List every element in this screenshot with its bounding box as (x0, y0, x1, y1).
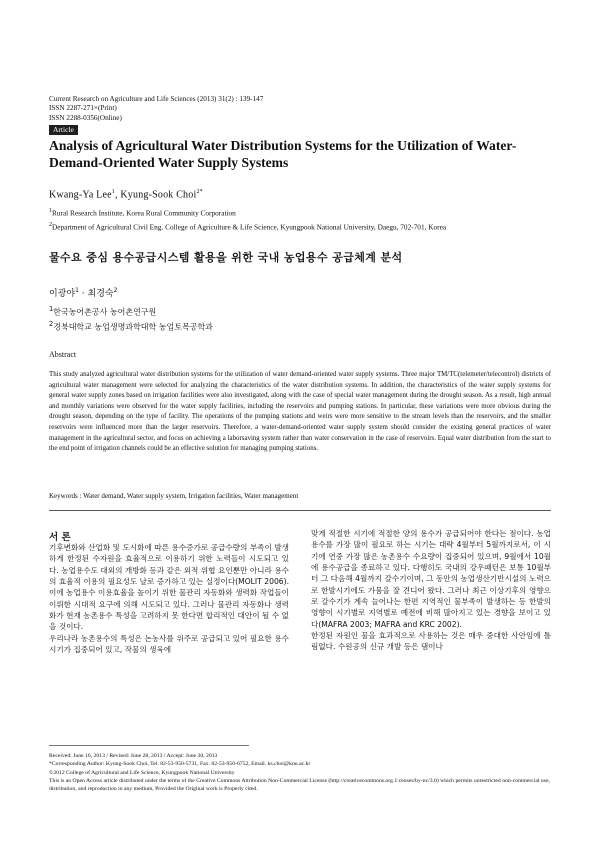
body-paragraph: 한정된 자원인 물을 효과적으로 사용하는 것은 매우 중대한 사안임에 틀림없다. 수원공의 신규 개발 등은 댐이나 (311, 631, 551, 652)
korean-affiliation-2 (49, 320, 213, 333)
affiliation-1 (49, 207, 569, 217)
keywords (49, 492, 551, 500)
received-dates: Received: June 16, 2013 / Revised: June 28, 2013 / Accept: June 30, 2013 (49, 753, 218, 759)
body-paragraph: 맞게 적절한 시기에 적절한 양의 용수가 공급되어야 한다는 점이다. 농업용수를 가장 많이 필요로 하는 시기는 대략 4월부터 5월까지로서, 이 시기에 연중 가장 많은 농촌용수 수요량이 집중되어 있으며, 9월에서 10월에 용수공급을 종료하고 있다. 다행히도 국내의 강우패턴은 보통 10월부터 그 다음해 4월까지 갈수기이며, 그 동안의 농업생산기반시설의 노력으로 한발시기에도 가뭄을 잘 견디어 왔다. 그러나 최근 이상기후의 영향으로 갈수기가 계속 늘어나는 한편 지역적인 물부족이 발생하는 등 한발의 영향이 시기별로 지역별로 예전에 비해 많아지고 있는 경향을 보이고 있다(MAFRA 2003; MAFRA and KRC 2002). (311, 529, 551, 629)
footnotes (49, 752, 554, 793)
author-separator: , (114, 189, 121, 201)
paper-title: Analysis of Agricultural Water Distribution Systems for the Utilization of Water-Demand-Oriented Water Supply Systems (49, 138, 517, 170)
author-name: Kyung-Sook Choi (120, 189, 197, 201)
section-divider (49, 510, 551, 511)
korean-author-name: 최경숙 (87, 289, 114, 299)
keywords-label: Keywords : (49, 492, 84, 500)
abstract-heading: Abstract (49, 350, 77, 359)
korean-affiliation-text: 경북대학교 농업생명과학대학 농업토목공학과 (53, 322, 213, 332)
affiliation-mark: 1 (49, 208, 52, 214)
korean-author-separator: · (78, 289, 88, 299)
keywords-list: Water demand, Water supply system, Irrigation facilities, Water management (83, 492, 299, 500)
article-type-badge: Article (49, 125, 78, 135)
korean-author-list (49, 286, 117, 299)
author-list (49, 189, 203, 200)
korean-author-name: 이광야 (49, 289, 76, 299)
journal-citation: Current Research on Agriculture and Life Sciences (2013) 31(2) : 139-147 (49, 95, 264, 103)
license-notice: This is an Open Access article distributed under the terms of the Creative Commons Attribution Non-Commercial License (http://creativecommons.org.1:censes/by-nc/3.0) which permits unrestricted non-commercial use, distribution, and reproduction in any medium, Provided the Original work is Properly cited. (49, 777, 550, 793)
korean-affiliation-text: 한국농어촌공사 농어촌연구원 (53, 307, 157, 317)
affiliation-text: Department of Agricultural Civil Eng. College of Agriculture & Life Science, Kyungpook National University, Daegu, 702-701, Korea (52, 222, 447, 232)
body-column-left (49, 542, 289, 655)
body-column-right (311, 528, 551, 653)
affiliation-2 (49, 221, 569, 231)
copyright-notice: ©2012 College of Agricultural and Life Science, Kyungpook National University (49, 769, 235, 776)
korean-title: 물수요 중심 용수공급시스템 활용을 위한 국내 농업용수 공급체계 분석 (49, 251, 403, 264)
korean-affiliation-1 (49, 305, 156, 318)
body-paragraph: 기후변화와 산업화 및 도시화에 따른 용수증가로 공급수량의 부족이 발생하게 한정된 수자원을 효율적으로 이용하기 위한 노력들이 시도되고 있다. 농업용수도 대외의 개방화 등과 같은 외적 위협 요인뿐만 아니라 용수의 효율적 이용의 필요성도 날로 증가하고 있는 실정이다(MOLIT 2006). 이에 농업용수 이용효율을 높이기 위한 물관리 자동화와 생력화 작업들이 이뤄한 시대적 요구에 의해 시도되고 있다. 그러나 물관리 자동화나 생력화가 현재 농촌용수 특성을 고려하지 못 한다면 합리적인 대안이 될 수 없을 것이다. (49, 543, 289, 632)
author-affiliation-mark: 2* (196, 189, 203, 195)
korean-affiliation-mark: 1 (49, 305, 54, 313)
journal-info (49, 95, 469, 123)
footnote-divider (49, 745, 249, 746)
affiliation-mark: 2 (49, 222, 52, 228)
affiliation-text: Rural Research Institute, Korea Rural Community Corporation (52, 208, 236, 218)
korean-affiliation-mark: 2 (49, 320, 54, 328)
author-affiliation-mark: 1 (111, 189, 115, 195)
korean-author-mark: 2 (113, 287, 118, 294)
abstract-body: This study analyzed agricultural water distribution systems for the utilization of water demand-oriented water supply systems. Three major TM/TC(telemeter/telecontrol) districts of agricultural water management were selected for analyzing the characteristics of the water distribution systems. In addition, the characteristics of the water supply systems for general water supply zones based on irrigation facilities were also investigated, along with the case of special water management during the drought season. As a result, high annual and monthly variations were observed for the water supply facilities, including the reservoirs and pumping stations. In particular, these variations were more obvious during the drought season, depending on the type of facility. The operations of the pumping stations and weirs were more sensitive to the stream levels than the reservoirs, and the smaller reservoirs were influenced more than the larger reservoirs. Therefore, a water-demand-oriented water supply system should consider the existing general practices of water management in the agricultural sector, and focus on achieving a laborsaving system rather than water conservation in the case of reservoirs. Equal water distribution from the start to the end point of irrigation channels could be an effective solution for managing pumping stations. (49, 371, 551, 453)
body-paragraph: 우리나라 농촌용수의 특성은 논농사를 위주로 공급되고 있어 필요한 용수시기가 집중되어 있고, 작물의 생육에 (49, 633, 289, 655)
issn-print: ISSN 2287-271×(Print) (49, 104, 117, 113)
korean-author-mark: 1 (75, 287, 79, 294)
author-name: Kwang-Ya Lee (49, 189, 112, 201)
issn-online: ISSN 2288-0356(Online) (49, 113, 122, 122)
section-heading-introduction: 서 론 (49, 532, 71, 543)
corresponding-author: *Corresponding Author: Kyung-Sook Choi, Tel. 82-53-950-5731, Fax. 82-53-950-6752, Email. ks.choi@knu.ac.kr (49, 761, 311, 768)
